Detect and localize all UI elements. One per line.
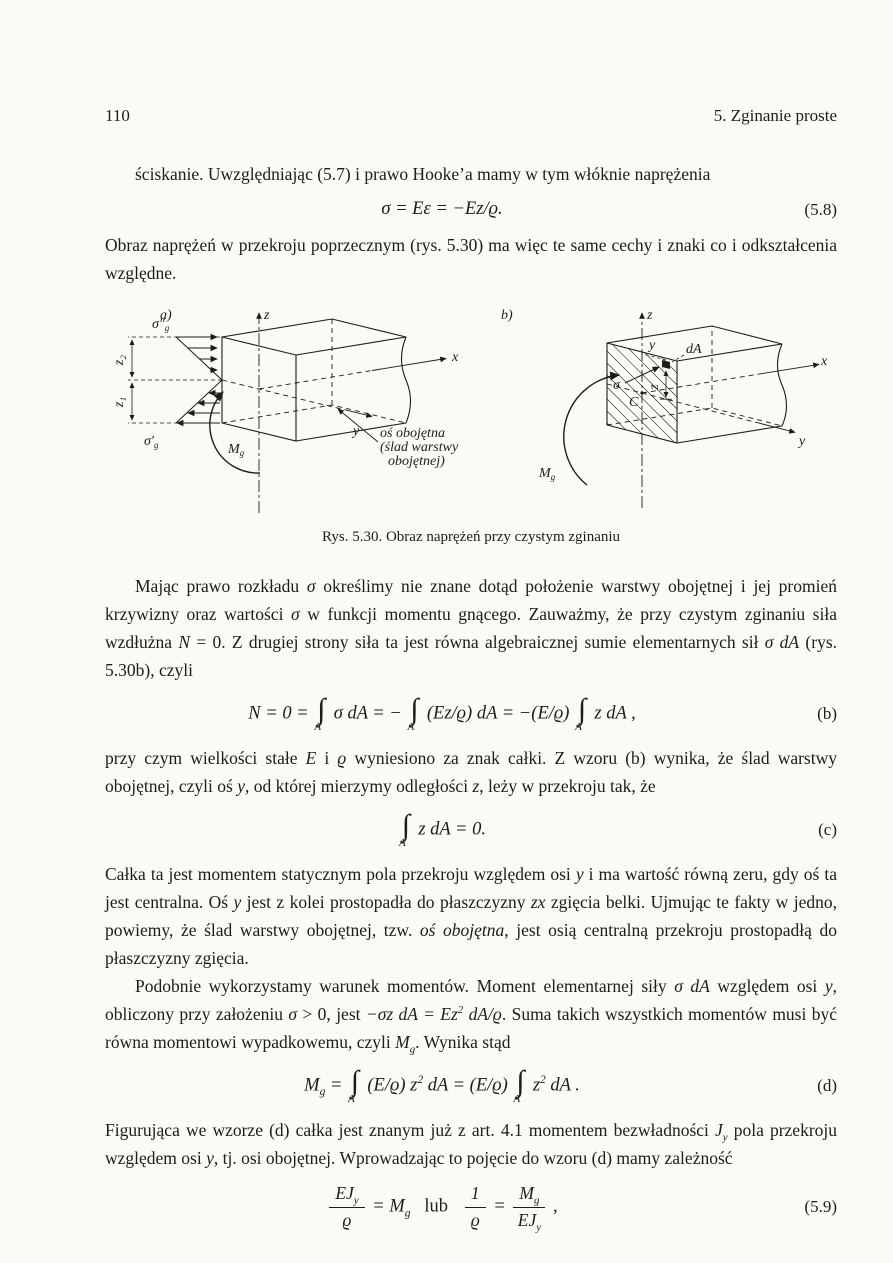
figure-b-tag: b) — [501, 308, 513, 323]
moment-label-b: $M_g$ — [539, 466, 556, 482]
equation-5-8-label: (5.8) — [804, 199, 837, 219]
sigma-top-label: $\sigma''_g$ — [152, 317, 170, 333]
equation-c-body: ∫ A z dA = 0. — [398, 809, 486, 849]
paragraph-6: Podobnie wykorzystamy warunek momentów. Moment elementarnej siły σ dA względem osi y, obliczony przy założeniu σ > 0, jest −σz dA = $Ez^2$ dA/ϱ. Suma takich wszystkich momentów musi być równa momentowi wypadkowemu, czyli $M_g$. Wynika stąd — [105, 976, 838, 1056]
axis-x-label-b: x — [821, 354, 828, 369]
figure-5-30 — [105, 303, 837, 546]
axis-z-label-a: z — [264, 308, 270, 323]
figure-a-tag: a) — [160, 308, 172, 323]
coordinate-y-label: y — [649, 338, 656, 353]
axis-y-label-b: y — [799, 434, 806, 449]
figure-a-moment-arrow — [210, 392, 260, 473]
paragraph-3: Mając prawo rozkładu σ określimy nie znane dotąd położenie warstwy obojętnej i jej promień krzywizny oraz wartości σ w funkcji momentu gnącego. Zauważmy, że przy czystym zginaniu siła wzdłużna N = 0. Z drugiej strony siła ta jest równa algebraicznej sumie elementarnych sił σ dA (rys. 5.30b), czyli — [105, 576, 838, 680]
axis-y-label-a: y — [353, 424, 360, 439]
page-header — [105, 106, 837, 126]
moment-label-a: $M_g$ — [228, 442, 245, 458]
neutral-axis-annotation — [338, 409, 459, 469]
equation-b-body: N = 0 = ∫ A σ dA = − ∫ A (Ez/ϱ) dA = −(E/ϱ) ∫ A z dA , — [248, 693, 636, 733]
annotation-line-3: obojętnej) — [388, 454, 445, 469]
equation-5-9-body: $\frac{EJ_y}{ϱ}$ = $M_g$ lub $\frac{1}{ϱ}$ = $\frac{M_g}{EJ_y}$ , — [105, 1183, 779, 1232]
figure-a-drawing — [110, 303, 485, 521]
element-dA-label: dA — [686, 342, 702, 357]
equation-5-9-label: (5.9) — [804, 1197, 837, 1217]
equation-5-8-body: σ = Eε = −Ez/ϱ. — [381, 199, 503, 219]
coordinate-z-label: z — [647, 384, 662, 390]
equation-d-label: (d) — [817, 1076, 837, 1095]
centroid-marker — [640, 391, 643, 394]
dimension-z2-label: z₂ — [112, 354, 127, 366]
equation-5-8 — [105, 199, 837, 220]
figure-b-axes — [607, 313, 819, 508]
running-title: 5. Zginanie proste — [713, 106, 837, 125]
figure-a-axes — [222, 313, 446, 513]
sigma-label-b: σ — [613, 378, 620, 393]
annotation-line-2: (ślad warstwy — [380, 440, 459, 455]
paragraph-2: Obraz naprężeń w przekroju poprzecznym (rys. 5.30) ma więc te same cechy i znaki co i odkształcenia względne. — [105, 235, 837, 283]
axis-x-label-a: x — [452, 350, 459, 365]
annotation-line-1: oś obojętna — [380, 426, 445, 441]
equation-b-label: (b) — [817, 704, 837, 723]
paragraph-4: przy czym wielkości stałe E i ϱ wyniesiono za znak całki. Z wzoru (b) wynika, że ślad warstwy obojętnej, czyli oś y, od której mierzymy odległości z, leży w przekroju tak, że — [105, 748, 837, 796]
equation-b — [105, 695, 837, 733]
dimension-z1-label: z₁ — [112, 396, 127, 408]
paragraph-1: ściskanie. Uwzględniając (5.7) i prawo Hooke’a mamy w tym włóknie naprężenia — [135, 164, 711, 184]
equation-d-body: $M_g$ = ∫ A (E/ϱ) $z^2$ dA = (E/ϱ) ∫ A $z^2$ dA . — [304, 1065, 580, 1105]
figure-b-moment-arrow — [564, 375, 619, 485]
axis-z-label-b: z — [647, 308, 653, 323]
figure-caption: Rys. 5.30. Obraz naprężeń przy czystym zginaniu — [321, 529, 621, 545]
paragraph-5: Całka ta jest momentem statycznym pola przekroju względem osi y i ma wartość równą zeru, gdy oś ta jest centralna. Oś y jest z kolei prostopadła do płaszczyzny zx zgięcia belki. Ujmując te fakty w jedno, powiemy, że ślad warstwy obojętnej, tzw. oś obojętna, jest osią centralną przekroju prostopadłą do płaszczyzny zgięcia. — [105, 864, 838, 968]
equation-d — [105, 1067, 837, 1105]
equation-c — [105, 811, 837, 849]
figure-a-dimension-lines — [128, 337, 222, 423]
equation-c-label: (c) — [818, 820, 837, 839]
figure-drawings — [105, 303, 837, 521]
paragraph-7: Figurująca we wzorze (d) całka jest znanym już z art. 4.1 momentem bezwładności $J_y$ pola przekroju względem osi y, tj. osi obojętnej. Wprowadzając to pojęcie do wzoru (d) mamy zależność — [105, 1120, 838, 1168]
centroid-label: C — [629, 395, 639, 410]
equation-5-9 — [105, 1183, 837, 1232]
page-number: 110 — [105, 106, 130, 125]
sigma-bottom-label: $\sigma'_g$ — [144, 434, 159, 450]
figure-b-drawing — [487, 303, 832, 521]
